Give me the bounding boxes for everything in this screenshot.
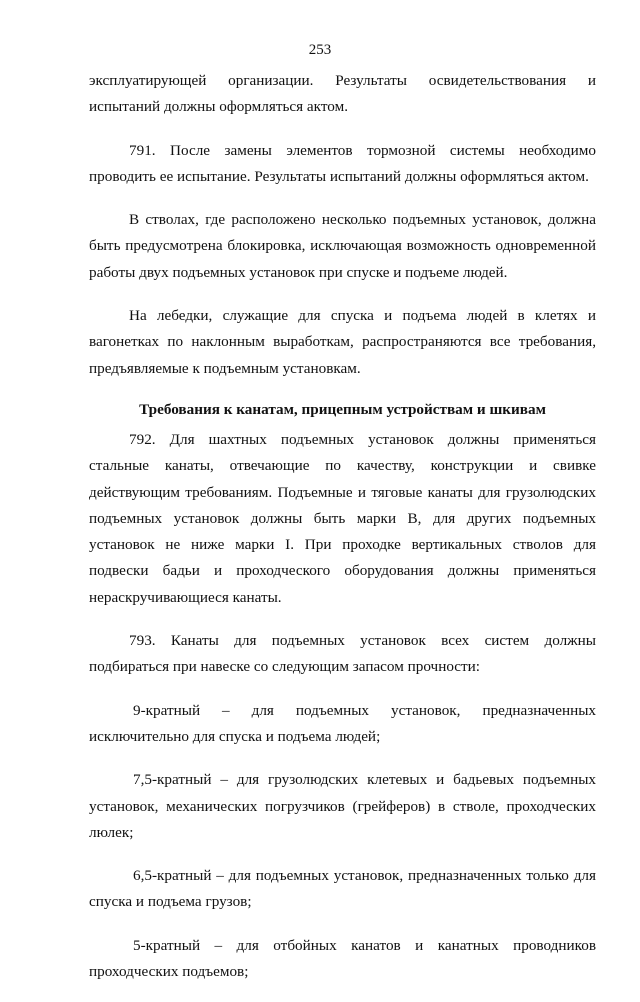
paragraph-continuation: эксплуатирующей организации. Результаты освидетельствования и испытаний должны оформляться актом.: [89, 72, 596, 116]
paragraph-793: 793. Канаты для подъемных установок всех систем должны подбираться при навеске со следующим запасом прочности:: [89, 632, 596, 676]
list-item: 6,5-кратный – для подъемных установок, предназначенных только для спуска и подъема грузов;: [89, 867, 596, 911]
list-item: 7,5-кратный – для грузолюдских клетевых и бадьевых подъемных установок, механических погрузчиков (грейферов) в стволе, проходческих люлек;: [89, 771, 596, 841]
paragraph-winches: На лебедки, служащие для спуска и подъема людей в клетях и вагонетках по наклонным выработкам, распространяются все требования, предъявляемые к подъемным установкам.: [89, 307, 596, 377]
paragraph-792: 792. Для шахтных подъемных установок должны применяться стальные канаты, отвечающие по качеству, конструкции и свивке действующим требованиям. Подъемные и тяговые канаты для грузолюдских подъемных установок должны быть марки В, для других подъемных установок не ниже марки I. При проходке вертикальных стволов для подвески бадьи и проходческого оборудования должны применяться нераскручивающиеся канаты.: [89, 430, 596, 606]
list-item: 9-кратный – для подъемных установок, предназначенных исключительно для спуска и подъема людей;: [89, 701, 596, 745]
section-heading: Требования к канатам, прицепным устройствам и шкивам: [139, 400, 546, 418]
paragraph-791: 791. После замены элементов тормозной системы необходимо проводить ее испытание. Результаты испытаний должны оформляться актом.: [89, 141, 596, 185]
paragraph-blocking: В стволах, где расположено несколько подъемных установок, должна быть предусмотрена блокировка, исключающая возможность одновременной работы двух подъемных установок при спуске и подъеме людей.: [89, 211, 596, 281]
page-number: 253: [308, 42, 332, 58]
list-item: 5-кратный – для отбойных канатов и канатных проводников проходческих подъемов;: [89, 936, 596, 981]
document-body: [89, 68, 596, 1002]
